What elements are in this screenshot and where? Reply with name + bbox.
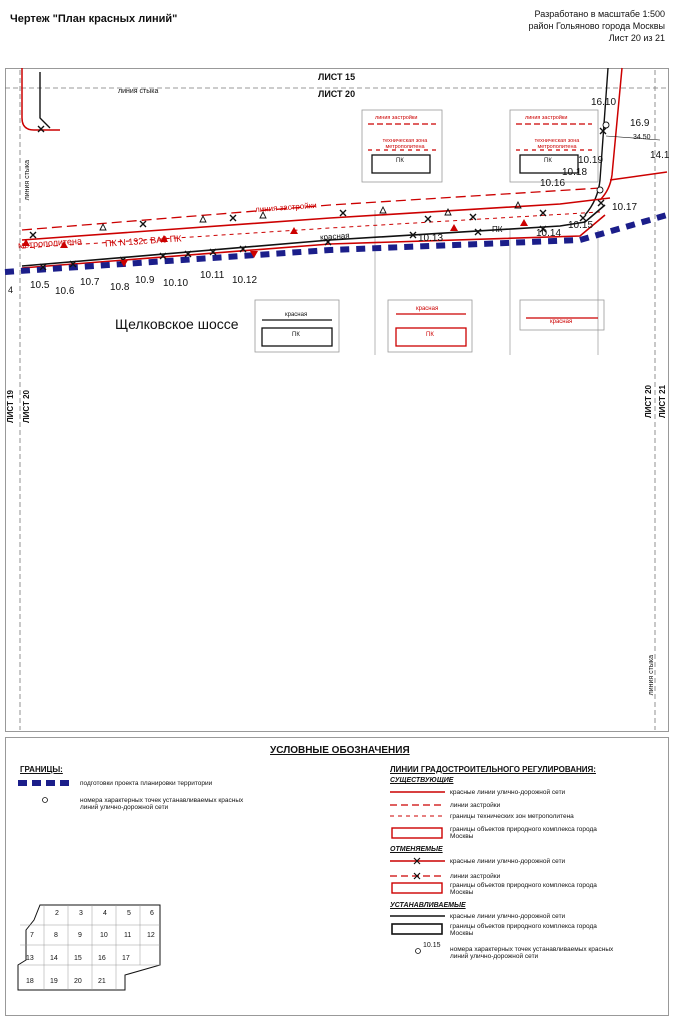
legend-item: границы объектов природного комплекса города Москвы — [450, 826, 597, 840]
point-label: 10.12 — [232, 275, 258, 286]
index-cell: 6 — [150, 910, 154, 917]
inset-label: красная — [550, 319, 573, 325]
build-line-label: линия застройки — [254, 200, 317, 215]
legend-existing-heading: СУЩЕСТВУЮЩИЕ — [390, 777, 454, 784]
legend-item: линии застройки — [450, 802, 501, 809]
inset-label: красная — [285, 312, 308, 318]
point-label: 10.10 — [163, 278, 189, 289]
index-grid-outline — [18, 905, 160, 990]
index-cell: 7 — [30, 932, 34, 939]
index-cell: 18 — [26, 978, 34, 985]
sheet-number: Лист 20 из 21 — [608, 33, 665, 43]
index-cell: 9 — [78, 932, 82, 939]
legend-item: номера характерных точек устанавливаемых красных линий улично-дорожной сети — [80, 797, 244, 811]
point-label: 10.6 — [55, 286, 75, 297]
inset-label: красная — [416, 306, 439, 312]
index-cell: 4 — [103, 910, 107, 917]
legend-cancelled-heading: ОТМЕНЯЕМЫЕ — [390, 846, 443, 853]
dimension-label: 34.50 — [633, 134, 651, 141]
edge-label-4: 4 — [8, 285, 14, 295]
legend-item: границы технических зон метрополитена — [450, 813, 574, 820]
point-label: 10.13 — [418, 233, 444, 244]
pk-label-2: ПК — [492, 225, 503, 234]
sheet-label-top-15: ЛИСТ 15 — [318, 72, 356, 82]
index-cell: 19 — [50, 978, 58, 985]
established-line — [40, 72, 50, 128]
sheet-label-top-20: ЛИСТ 20 — [318, 89, 356, 99]
drawing-title: Чертеж "План красных линий" — [10, 13, 178, 25]
sheet-label-right-21: ЛИСТ 21 — [658, 385, 667, 418]
inset-label: ПК — [544, 158, 552, 164]
existing-red-line — [610, 172, 667, 180]
legend-item: подготовки проекта планировки территории — [80, 780, 213, 787]
junction-label-top: линия стыка — [118, 88, 159, 95]
sheet-label-left-19: ЛИСТ 19 — [6, 390, 15, 423]
legend-lines-heading: ЛИНИИ ГРАДОСТРОИТЕЛЬНОГО РЕГУЛИРОВАНИЯ: — [390, 765, 596, 774]
point-label: 10.16 — [540, 178, 566, 189]
inset-label: ПК — [292, 332, 300, 338]
legend-item: линии застройки — [450, 873, 501, 880]
point-label: 10.5 — [30, 280, 50, 291]
index-cell: 5 — [127, 910, 131, 917]
index-cell: 10 — [100, 932, 108, 939]
legend-item: границы объектов природного комплекса города Москвы — [450, 882, 597, 896]
index-cell: 8 — [54, 932, 58, 939]
established-line — [22, 205, 605, 266]
point-label: 16.10 — [591, 97, 617, 108]
point-label: 10.19 — [578, 155, 604, 166]
pk-label: ПК N 132с BA0 ПК — [104, 233, 182, 249]
legend-item: границы объектов природного комплекса города Москвы — [450, 923, 597, 937]
index-cell: 17 — [122, 955, 130, 962]
legend-item: красные линии улично-дорожной сети — [450, 858, 566, 865]
scale-text: Разработано в масштабе 1:500 — [534, 9, 665, 19]
metro-label: метрополитена — [17, 235, 83, 251]
inset-label: техническая зона метрополитена — [534, 138, 580, 150]
legend-title: УСЛОВНЫЕ ОБОЗНАЧЕНИЯ — [270, 745, 410, 756]
inset-label: линия застройки — [525, 115, 568, 121]
index-cell: 14 — [50, 955, 58, 962]
inset-label: техническая зона метрополитена — [382, 138, 428, 150]
inset-label: линия застройки — [375, 115, 418, 121]
legend-established-heading: УСТАНАВЛИВАЕМЫЕ — [390, 902, 466, 909]
sheet-label-right-20: ЛИСТ 20 — [644, 385, 653, 418]
index-cell: 21 — [98, 978, 106, 985]
index-cell: 11 — [124, 932, 132, 939]
point-label: 10.14 — [536, 228, 562, 239]
index-cell: 3 — [79, 910, 83, 917]
point-label: 10.11 — [200, 270, 225, 281]
junction-label-left: линия стыка — [24, 160, 31, 201]
inset-label: ПК — [426, 332, 434, 338]
district-text: район Гольяново города Москвы — [528, 21, 665, 31]
point-label: 10.8 — [110, 282, 130, 293]
point-label: 16.9 — [630, 118, 650, 129]
road-name: Щелковское шоссе — [115, 316, 239, 332]
legend-point-number: 10.15 — [423, 942, 441, 949]
point-label: 14.1 — [650, 150, 670, 161]
sheet-label-left-20: ЛИСТ 20 — [22, 390, 31, 423]
index-cell: 15 — [74, 955, 82, 962]
legend-item: красные линии улично-дорожной сети — [450, 789, 566, 796]
red-label: красная — [319, 230, 350, 243]
junction-label-right: линия стыка — [648, 655, 655, 696]
inset-label: ПК — [396, 158, 404, 164]
point-label: 10.9 — [135, 275, 155, 286]
point-label: 10.7 — [80, 277, 100, 288]
legend-item: красные линии улично-дорожной сети — [450, 913, 566, 920]
index-cell: 13 — [26, 955, 34, 962]
index-grid-lines — [20, 905, 160, 990]
point-label: 10.17 — [612, 202, 638, 213]
index-cell: 16 — [98, 955, 106, 962]
index-cell: 12 — [147, 932, 155, 939]
index-cell: 20 — [74, 978, 82, 985]
point-label: 10.15 — [568, 220, 594, 231]
existing-red-line — [22, 68, 60, 130]
legend-boundaries-heading: ГРАНИЦЫ: — [20, 765, 63, 774]
point-label: 10.18 — [562, 167, 588, 178]
legend-item: номера характерных точек устанавливаемых красных линий улично-дорожной сети — [450, 946, 614, 960]
index-cell: 2 — [55, 910, 59, 917]
